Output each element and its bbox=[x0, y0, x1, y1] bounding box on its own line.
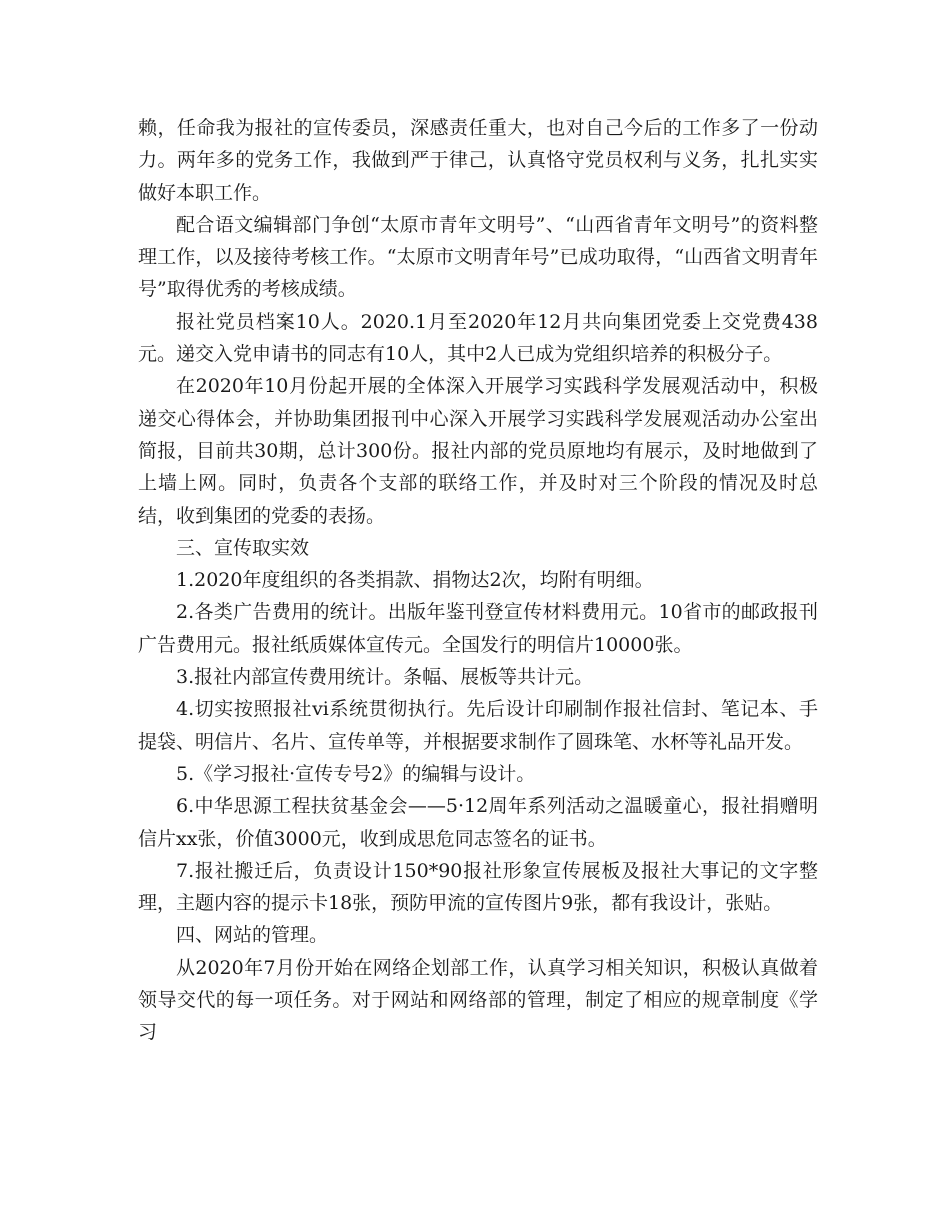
paragraph-4: 在2020年10月份起开展的全体深入开展学习实践科学发展观活动中，积极递交心得体会，并协助集团报刊中心深入开展学习实践科学发展观活动办公室出简报，目前共30期，总计300份。报社内部的党员原地均有展示，及时地做到了上墙上网。同时，负责各个支部的联络工作，并及时对三个阶段的情况及时总结，收到集团的党委的表扬。 bbox=[138, 375, 818, 527]
list-item-6: 6.中华思源工程扶贫基金会——5·12周年系列活动之温暖童心，报社捐赠明信片xx张，价值3000元，收到成思危同志签名的证书。 bbox=[138, 795, 818, 850]
list-item-5: 5.《学习报社·宣传专号2》的编辑与设计。 bbox=[176, 762, 536, 785]
paragraph-2: 配合语文编辑部门争创“太原市青年文明号”、“山西省青年文明号”的资料整理工作，以及接待考核工作。“太原市文明青年号”已成功取得，“山西省文明青年号”取得优秀的考核成绩。 bbox=[138, 213, 818, 301]
list-item-7: 7.报社搬迁后，负责设计150*90报社形象宣传展板及报社大事记的文字整理，主题内容的提示卡18张，预防甲流的宣传图片9张，都有我设计，张贴。 bbox=[138, 859, 818, 915]
document-body bbox=[138, 112, 818, 1049]
list-item-3: 3.报社内部宣传费用统计。条幅、展板等共计元。 bbox=[176, 666, 594, 689]
paragraph-final: 从2020年7月份开始在网络企划部工作，认真学习相关知识，积极认真做着领导交代的每一项任务。对于网站和网络部的管理，制定了相应的规章制度《学习 bbox=[138, 956, 818, 1044]
list-item-2: 2.各类广告费用的统计。出版年鉴刊登宣传材料费用元。10省市的邮政报刊广告费用元。报社纸质媒体宣传元。全国发行的明信片10000张。 bbox=[138, 601, 818, 656]
paragraph-1: 赖，任命我为报社的宣传委员，深感责任重大，也对自己今后的工作多了一份动力。两年多的党务工作，我做到严于律己，认真恪守党员权利与义务，扎扎实实做好本职工作。 bbox=[138, 117, 818, 204]
list-item-1: 1.2020年度组织的各类捐款、捐物达2次，均附有明细。 bbox=[176, 569, 654, 592]
section-heading-4: 四、网站的管理。 bbox=[176, 924, 329, 947]
section-heading-3: 三、宣传取实效 bbox=[176, 536, 310, 559]
paragraph-3: 报社党员档案10人。2020.1月至2020年12月共向集团党委上交党费438元。递交入党申请书的同志有10人，其中2人已成为党组织培养的积极分子。 bbox=[138, 310, 818, 366]
list-item-4: 4.切实按照报社vi系统贯彻执行。先后设计印刷制作报社信封、笔记本、手提袋、明信片、名片、宣传单等，并根据要求制作了圆珠笔、水杯等礼品开发。 bbox=[138, 698, 818, 753]
